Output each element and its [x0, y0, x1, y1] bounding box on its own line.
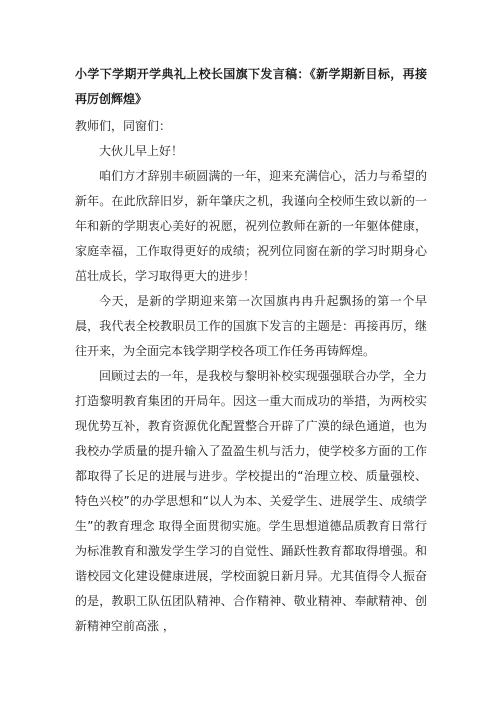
paragraph-review: 回顾过去的一年，是我校与黎明补校实现强强联合办学，全力打造黎明教育集团的开局年。因这一重大而成功的举措，为两校实现优势互补，教育资源优化配置整合开辟了广漠的绿色通道，也为我校办学质量的提升输入了盈盈生机与活力，使学校多方面的工作都取得了长足的进展与进步。学校提出的“治理立校、质量强校、特色兴校”的办学思想和“以人为本、关爱学生、进展学生、成绩学生”的教育理念 取得全面贯彻实施。学生思想道德品质教育日常行为标准教育和激发学生学习的自觉性、踊跃性教育都取得增强。和谐校园文化建设健康进展，学校面貌日新月异。尤其值得令人振奋的是，教职工队伍团队精神、合作精神、敬业精神、奉献精神、创新精神空前高涨 ，	[75, 369, 427, 633]
paragraph-greeting: 大伙儿早上好！	[99, 144, 184, 158]
salutation: 教师们，同窗们：	[75, 119, 172, 133]
document-page	[75, 62, 427, 639]
paragraph-new-year-wishes: 咱们方才辞别丰硕圆满的一年，迎来充满信心，活力与希望的新年。在此欣辞旧岁，新年肇庆之机，我谨向全校师生致以新的一年和新的学期衷心美好的祝愿，祝列位教师在新的一年躯体健康，家庭幸福，工作取得更好的成绩；祝列位同窗在新的学习时期身心茁壮成长，学习取得更大的进步！	[75, 169, 427, 283]
document-title: 小学下学期开学典礼上校长国旗下发言稿：《新学期新目标，再接再厉创辉煌》	[75, 67, 427, 106]
paragraph-speech-theme: 今天，是新的学期迎来第一次国旗冉冉升起飘扬的第一个早晨，我代表全校教职员工作的国旗下发言的主题是：再接再厉，继往开来，为全面完本钱学期学校各项工作任务再铸辉煌。	[75, 294, 427, 358]
